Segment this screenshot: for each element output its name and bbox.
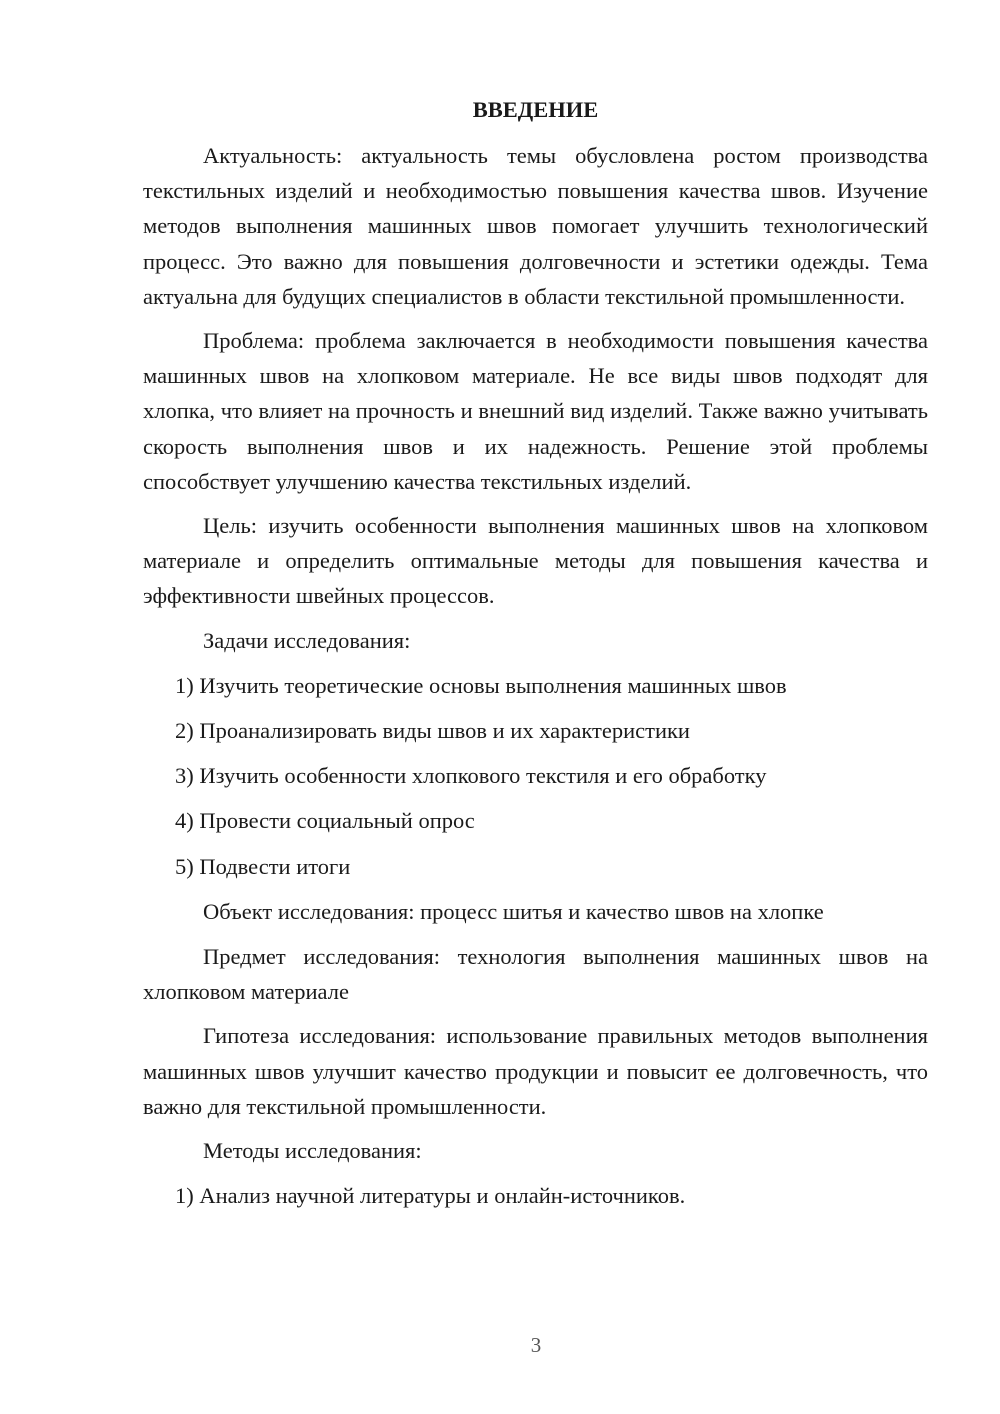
relevance-paragraph: Актуальность: актуальность темы обусловлена ростом производства текстильных изделий и необходимостью повышения качества швов. Изучение методов выполнения машинных швов помогает улучшить технологический процесс. Это важно для повышения долговечности и эстетики одежды. Тема актуальна для будущих специалистов в области текстильной промышленности.: [143, 143, 928, 309]
subject-paragraph: Предмет исследования: технология выполнения машинных швов на хлопковом материале: [143, 944, 928, 1005]
tasks-heading: Задачи исследования:: [203, 627, 411, 653]
hypothesis-paragraph: Гипотеза исследования: использование правильных методов выполнения машинных швов улучшит качество продукции и повысит ее долговечность, что важно для текстильной промышленности.: [143, 1023, 928, 1119]
list-item: 1) Анализ научной литературы и онлайн-источников.: [175, 1183, 686, 1209]
methods-list: [143, 1178, 928, 1213]
tasks-list: [143, 668, 928, 884]
methods-heading: Методы исследования:: [203, 1138, 422, 1164]
document-page: [143, 92, 928, 1223]
problem-paragraph: Проблема: проблема заключается в необходимости повышения качества машинных швов на хлопковом материале. Не все виды швов подходят для хлопка, что влияет на прочность и внешний вид изделий. Также важно учитывать скорость выполнения швов и их надежность. Решение этой проблемы способствует улучшению качества текстильных изделий.: [143, 328, 928, 494]
page-number: 3: [530, 1333, 542, 1357]
section-title: ВВЕДЕНИЕ: [472, 97, 599, 122]
list-item: 5) Подвести итоги: [175, 853, 351, 879]
object-line: Объект исследования: процесс шитья и качество швов на хлопке: [203, 898, 824, 924]
list-item: 3) Изучить особенности хлопкового текстиля и его обработку: [175, 763, 767, 789]
list-item: 1) Изучить теоретические основы выполнения машинных швов: [175, 672, 787, 698]
list-item: 2) Проанализировать виды швов и их характеристики: [175, 718, 690, 744]
list-item: 4) Провести социальный опрос: [175, 808, 475, 834]
goal-paragraph: Цель: изучить особенности выполнения машинных швов на хлопковом материале и определить оптимальные методы для повышения качества и эффективности швейных процессов.: [143, 513, 928, 609]
